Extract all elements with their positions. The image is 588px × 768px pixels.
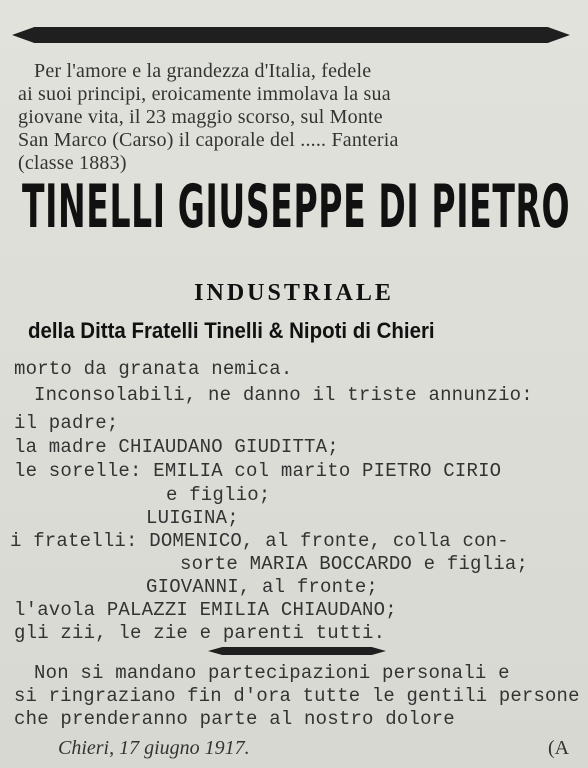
family-line-6: i fratelli: DOMENICO, al fronte, colla con- (10, 530, 509, 552)
family-line-4: e figlio; (166, 484, 271, 506)
family-line-8: GIOVANNI, al fronte; (146, 576, 379, 598)
date-signature: Chieri, 17 giugno 1917. (58, 737, 250, 759)
deceased-name: TINELLI GIUSEPPE DI PIETRO (22, 172, 571, 242)
family-line-10: gli zii, le zie e parenti tutti. (14, 622, 386, 644)
intro-line-4: San Marco (Carso) il caporale del ..... Fanteria (18, 129, 399, 151)
firm-name: della Ditta Fratelli Tinelli & Nipoti di Chieri (28, 318, 435, 343)
notice-line-3: che prenderanno parte al nostro dolore (14, 708, 455, 730)
announcement: Inconsolabili, ne danno il triste annunzio: (34, 384, 533, 406)
family-line-3: le sorelle: EMILIA col marito PIETRO CIRIO (14, 460, 502, 482)
notice-line-1: Non si mandano partecipazioni personali e (34, 662, 510, 684)
intro-line-3: giovane vita, il 23 maggio scorso, sul Monte (18, 106, 383, 128)
intro-line-5: (classe 1883) (18, 152, 127, 174)
profession-title: INDUSTRIALE (194, 280, 394, 306)
family-line-9: l'avola PALAZZI EMILIA CHIAUDANO; (14, 599, 397, 621)
family-line-2: la madre CHIAUDANO GIUDITTA; (14, 436, 339, 458)
reference-mark: (A (548, 737, 570, 759)
top-ornamental-rule (12, 27, 570, 43)
intro-line-1: Per l'amore e la grandezza d'Italia, fedele (34, 60, 372, 82)
family-line-7: sorte MARIA BOCCARDO e figlia; (180, 553, 529, 575)
death-cause: morto da granata nemica. (14, 358, 293, 380)
notice-line-2: si ringraziano fin d'ora tutte le gentili persone (14, 685, 580, 707)
family-line-5: LUIGINA; (146, 507, 239, 529)
intro-line-2: ai suoi principi, eroicamente immolava la sua (18, 83, 391, 105)
middle-ornamental-rule (208, 647, 386, 655)
family-line-1: il padre; (14, 412, 119, 434)
